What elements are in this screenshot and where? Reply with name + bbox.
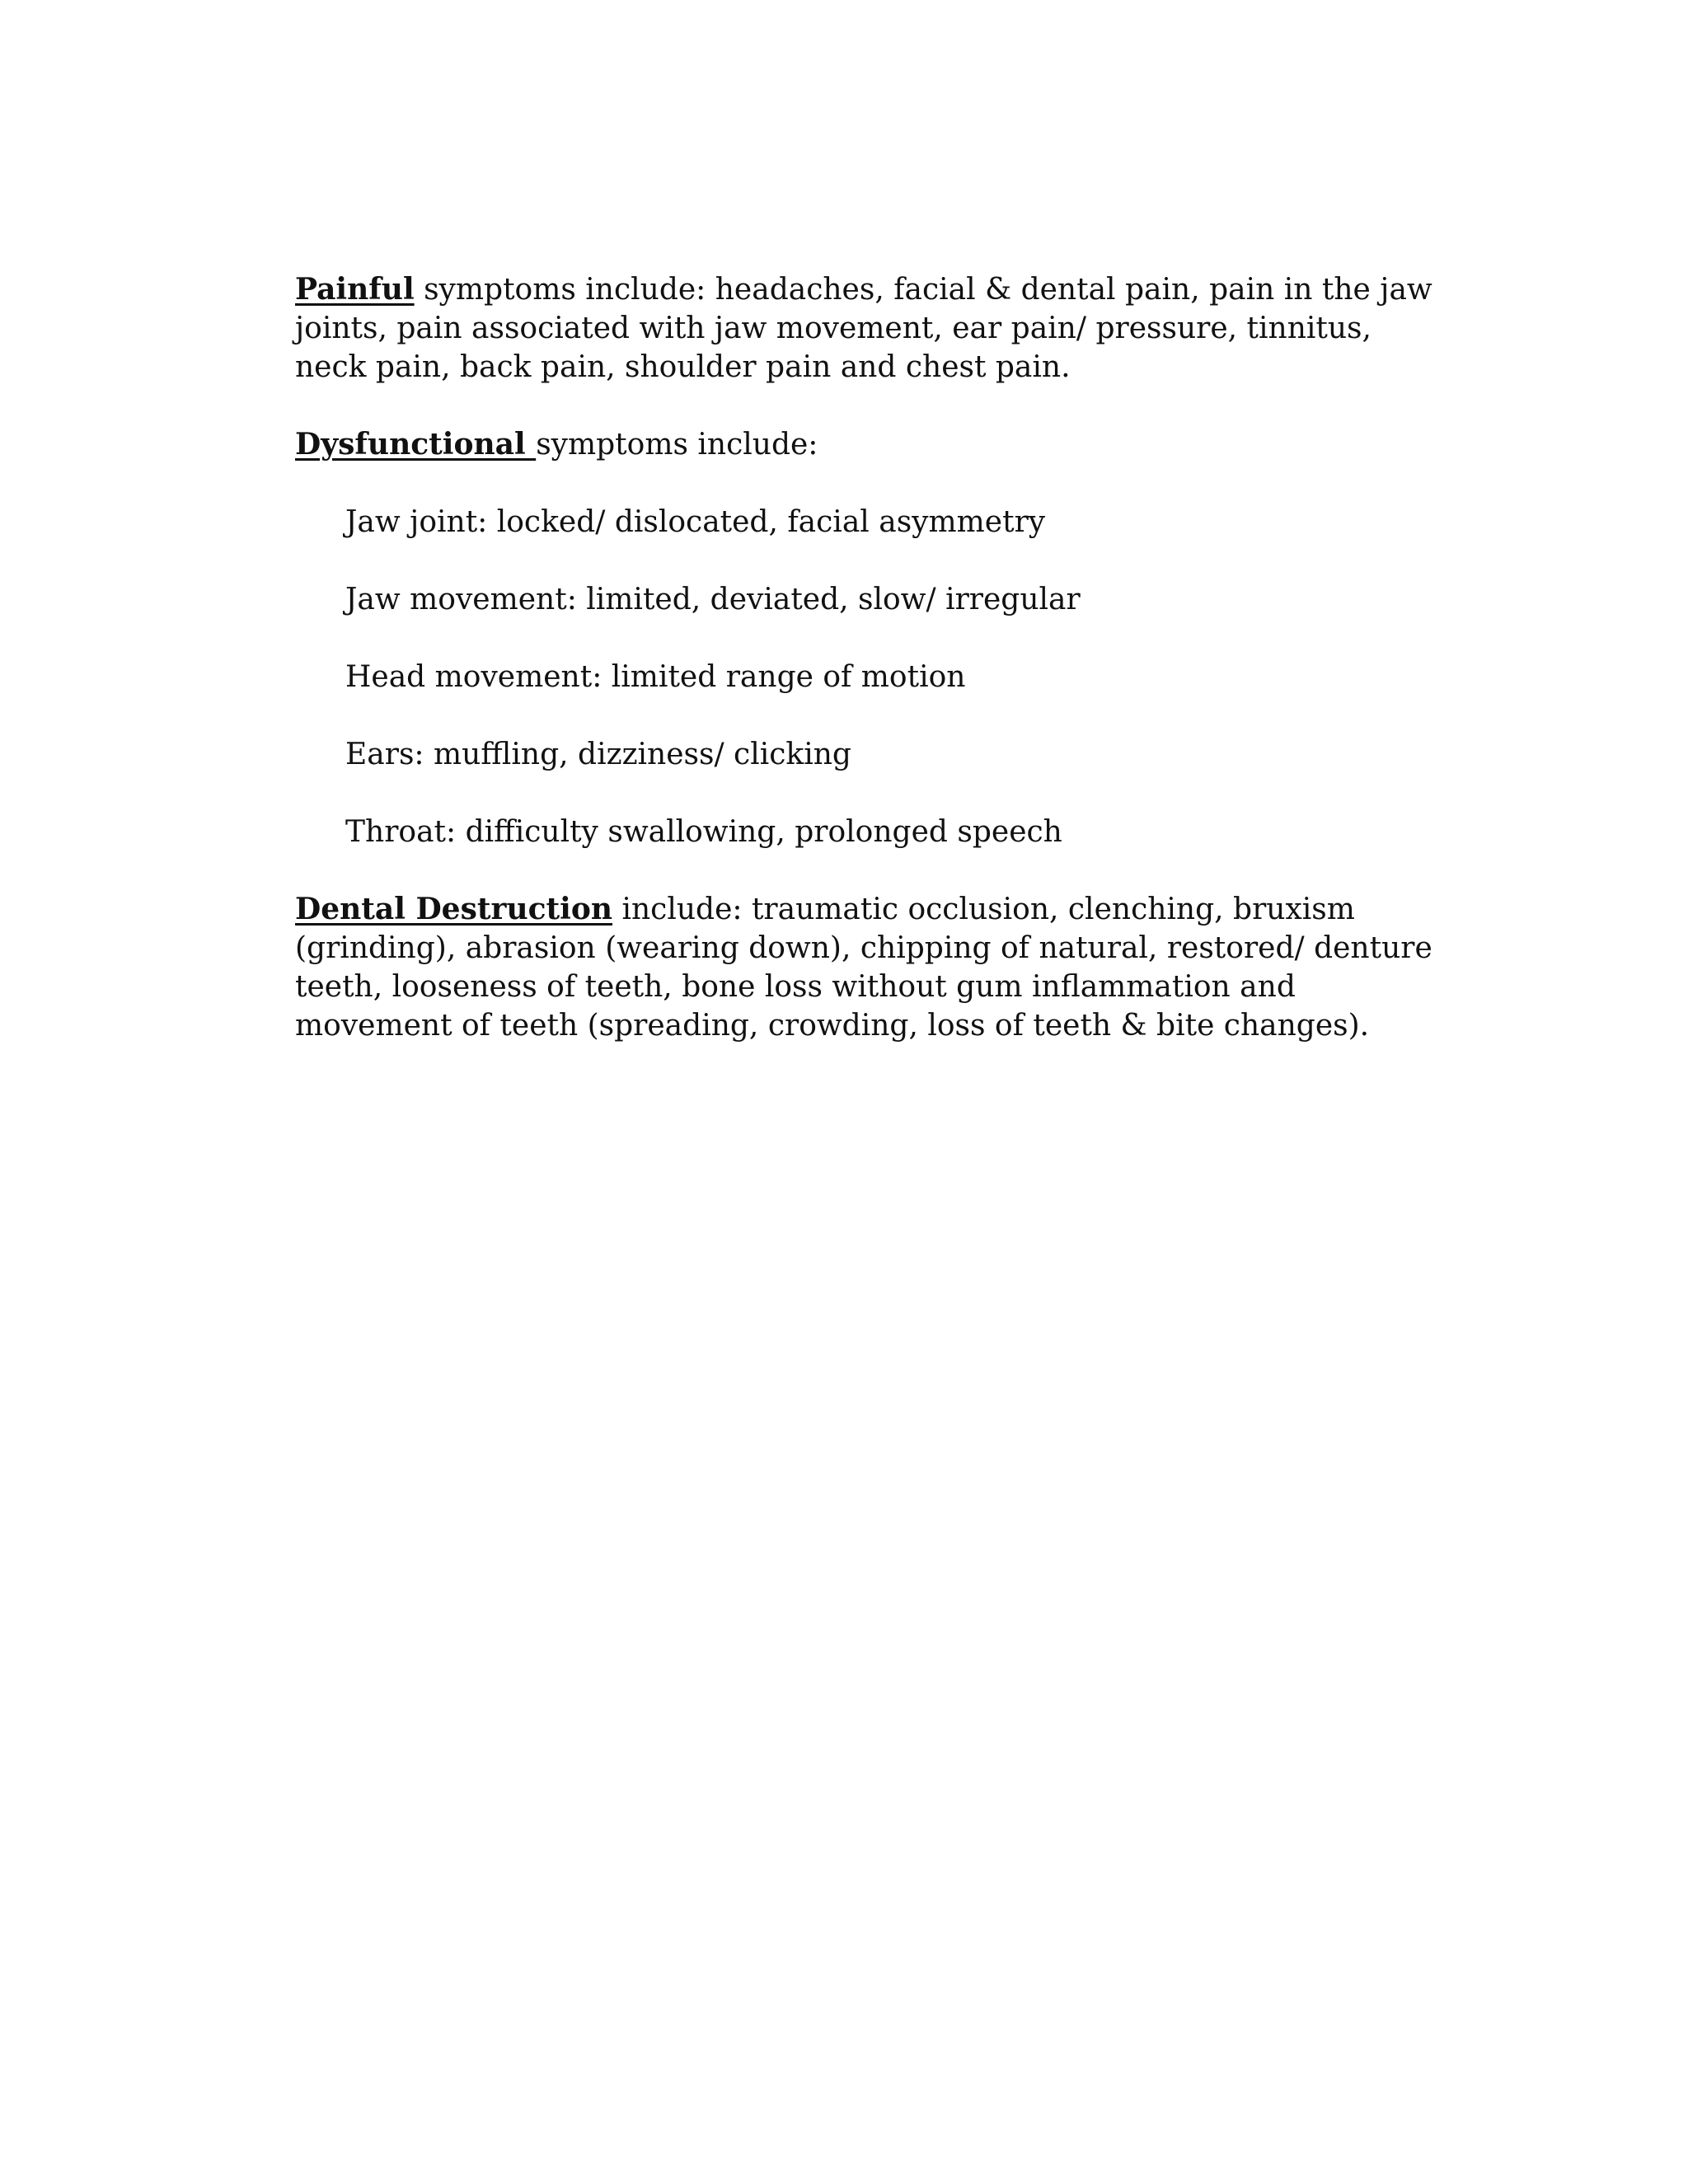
dysfunctional-item-jaw-movement: Jaw movement: limited, deviated, slow/ irregular: [345, 583, 1081, 616]
dysfunctional-text: symptoms include:: [536, 428, 818, 462]
dysfunctional-heading: Dysfunctional: [295, 427, 537, 462]
dental-paragraph: [295, 890, 1441, 1045]
dysfunctional-item-jaw-joint: Jaw joint: locked/ dislocated, facial asymmetry: [345, 505, 1046, 539]
dental-text: include: traumatic occlusion, clenching, bruxism (grinding), abrasion (wearing down), chipping of natural, restored/ denture teeth, looseness of teeth, bone loss without gum inflammation and movement of teeth (spreading, crowding, loss of teeth & bite changes).: [295, 893, 1432, 1043]
dental-heading: Dental Destruction: [295, 892, 613, 926]
dysfunctional-item-head-movement: Head movement: limited range of motion: [345, 660, 966, 694]
painful-paragraph: [295, 270, 1441, 387]
painful-heading: Painful: [295, 272, 415, 307]
dysfunctional-item-ears: Ears: muffling, dizziness/ clicking: [345, 738, 851, 771]
painful-text: symptoms include: headaches, facial & dental pain, pain in the jaw joints, pain associated with jaw movement, ear pain/ pressure, tinnitus, neck pain, back pain, shoulder pain and chest pain.: [295, 273, 1432, 384]
dysfunctional-paragraph: [295, 425, 1441, 464]
dysfunctional-item-throat: Throat: difficulty swallowing, prolonged speech: [345, 815, 1062, 849]
document-body: [295, 270, 1441, 1084]
